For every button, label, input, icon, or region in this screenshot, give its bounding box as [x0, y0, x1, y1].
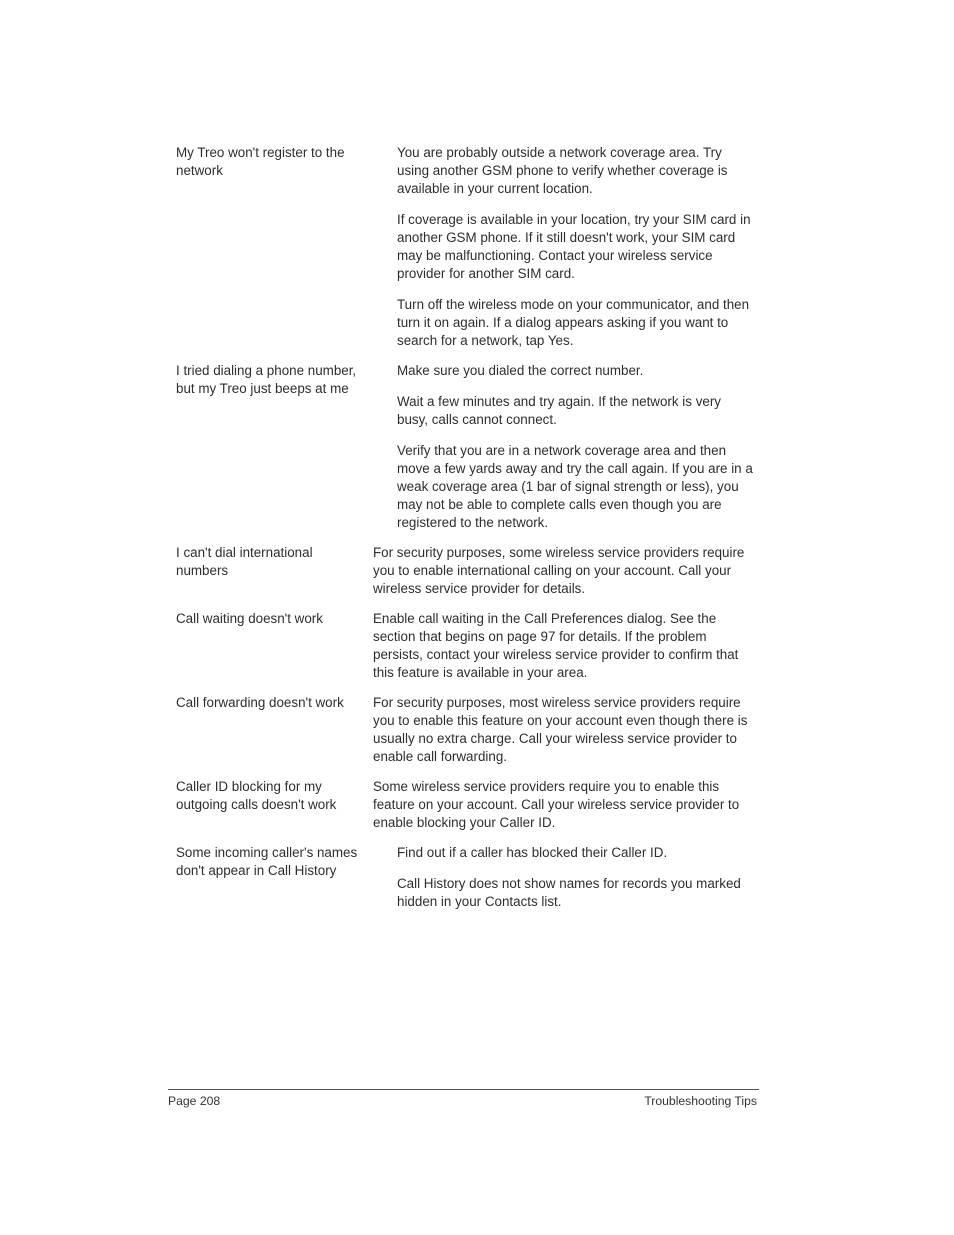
question-2: I tried dialing a phone number, but my Treo just beeps at me	[176, 363, 357, 396]
answer-2-1: Make sure you dialed the correct number.	[397, 363, 644, 378]
page-number: Page 208	[168, 1094, 221, 1108]
answer-2-2: Wait a few minutes and try again. If the network is very busy, calls cannot connect.	[397, 394, 721, 427]
question-7: Some incoming caller's names don't appear in Call History	[176, 845, 358, 878]
answer-1-2: If coverage is available in your location, try your SIM card in another GSM phone. If it still doesn't work, your SIM card may be malfunctioning. Contact your wireless service provider for another SIM card.	[397, 212, 751, 281]
answer-1-3: Turn off the wireless mode on your communicator, and then turn it on again. If a dialog appears asking if you want to search for a network, tap Yes.	[397, 297, 750, 348]
footer-divider	[168, 1089, 759, 1090]
question-1: My Treo won't register to the network	[176, 145, 345, 178]
answer-3-1: For security purposes, some wireless service providers require you to enable international calling on your account. Call your wireless service provider for details.	[373, 545, 745, 596]
answer-5-1: For security purposes, most wireless service providers require you to enable this feature on your account even though there is usually no extra charge. Call your wireless service provider to enable call forwarding.	[373, 695, 748, 764]
section-title: Troubleshooting Tips	[644, 1094, 757, 1108]
answer-6-1: Some wireless service providers require you to enable this feature on your account. Call your wireless service provider to enable blocking your Caller ID.	[373, 779, 740, 830]
question-3: I can't dial international numbers	[176, 545, 313, 578]
answer-7-1: Find out if a caller has blocked their Caller ID.	[397, 845, 668, 860]
question-4: Call waiting doesn't work	[176, 611, 323, 626]
answer-2-3: Verify that you are in a network coverage area and then move a few yards away and try the call again. If you are in a weak coverage area (1 bar of signal strength or less), you may not be able to complete calls even though you are registered to the network.	[397, 443, 753, 530]
question-6: Caller ID blocking for my outgoing calls doesn't work	[176, 779, 337, 812]
answer-1-1: You are probably outside a network coverage area. Try using another GSM phone to verify whether coverage is available in your current location.	[397, 145, 728, 196]
question-5: Call forwarding doesn't work	[176, 695, 344, 710]
answer-7-2: Call History does not show names for records you marked hidden in your Contacts list.	[397, 876, 741, 909]
answer-4-1: Enable call waiting in the Call Preferences dialog. See the section that begins on page 97 for details. If the problem persists, contact your wireless service provider to confirm that this feature is available in your area.	[373, 611, 739, 680]
